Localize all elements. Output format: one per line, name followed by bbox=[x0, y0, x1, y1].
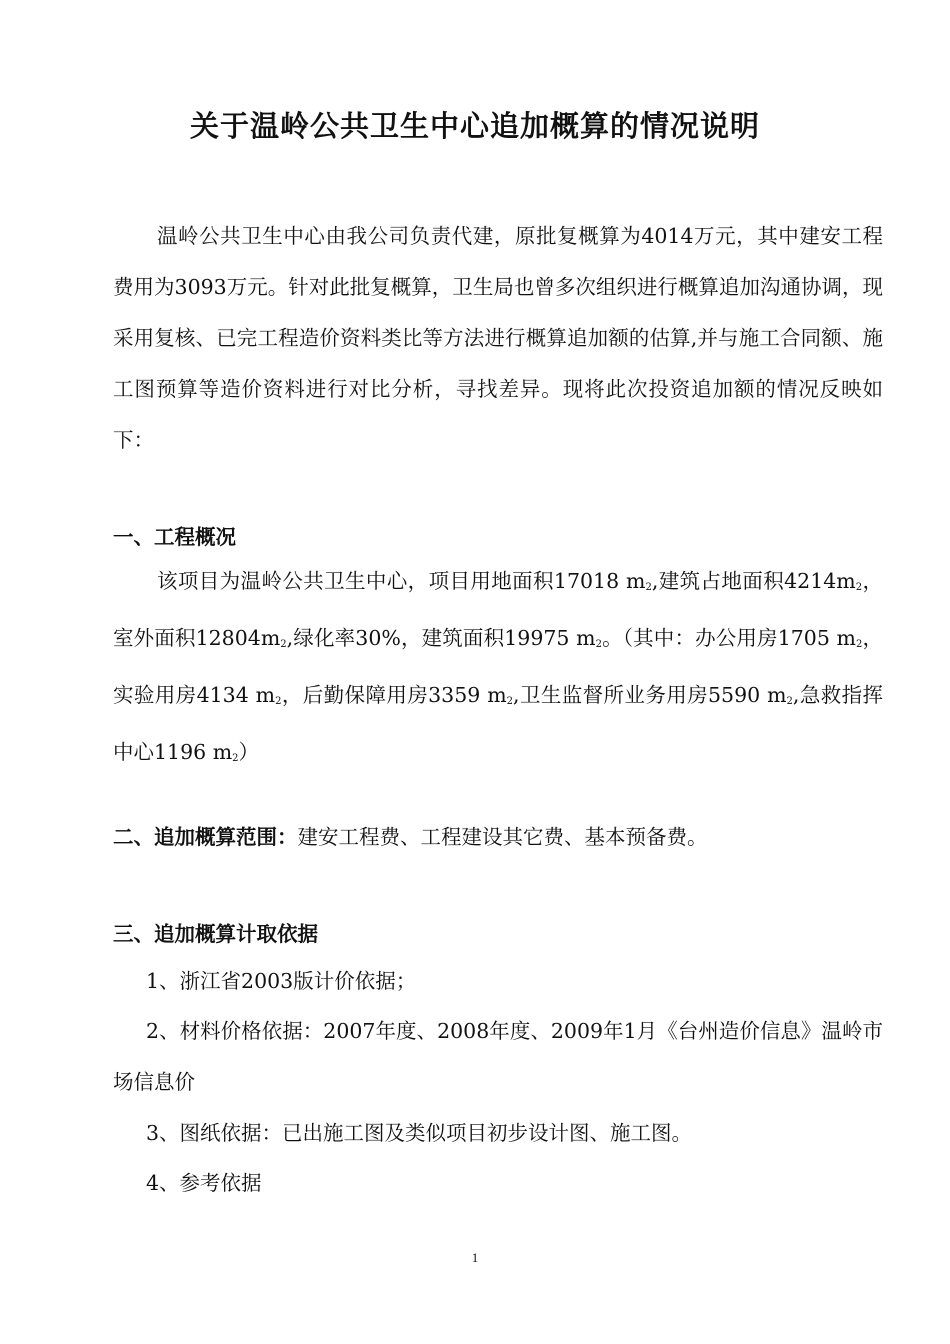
list-item: 1、浙江省2003版计价依据； bbox=[146, 969, 417, 993]
page-number: 1 bbox=[471, 1250, 479, 1265]
section-1-heading: 一、工程概况 bbox=[113, 525, 236, 549]
intro-paragraph: 温岭公共卫生中心由我公司负责代建，原批复概算为4014万元，其中建安工程费用为3093万元。针对此批复概算，卫生局也曾多次组织进行概算追加沟通协调，现采用复核、已完工程造价资料类比等方法进行概算追加额的估算,并与施工合同额、施工图预算等造价资料进行对比分析，寻找差异。现将此次投资追加额的情况反映如下： bbox=[113, 224, 883, 452]
document-title: 关于温岭公共卫生中心追加概算的情况说明 bbox=[189, 109, 760, 143]
section-3-heading: 三、追加概算计取依据 bbox=[113, 922, 318, 946]
list-item: 3、图纸依据：已出施工图及类似项目初步设计图、施工图。 bbox=[146, 1121, 693, 1145]
list-item: 4、参考依据 bbox=[146, 1171, 262, 1195]
section-1-paragraph: 该项目为温岭公共卫生中心，项目用地面积17018 $m_2$,建筑占地面积$4214m_2$，室外面积$12804m_2$,绿化率30%，建筑面积19975 $m_2$。（其中：办公用房1705 $m_2$，实验用房4134 $m_2$，后勤保障用房3359 $m_2$,卫生监督所业务用房5590 $m_2$,急救指挥中心1196 $m_2$） bbox=[113, 569, 884, 764]
section-2-text: 建安工程费、工程建设其它费、基本预备费。 bbox=[297, 825, 708, 849]
list-item: 2、材料价格依据：2007年度、2008年度、2009年1月《台州造价信息》温岭市场信息价 bbox=[113, 1019, 883, 1094]
section-2-heading: 二、追加概算范围：建安工程费、工程建设其它费、基本预备费。 bbox=[113, 825, 708, 849]
